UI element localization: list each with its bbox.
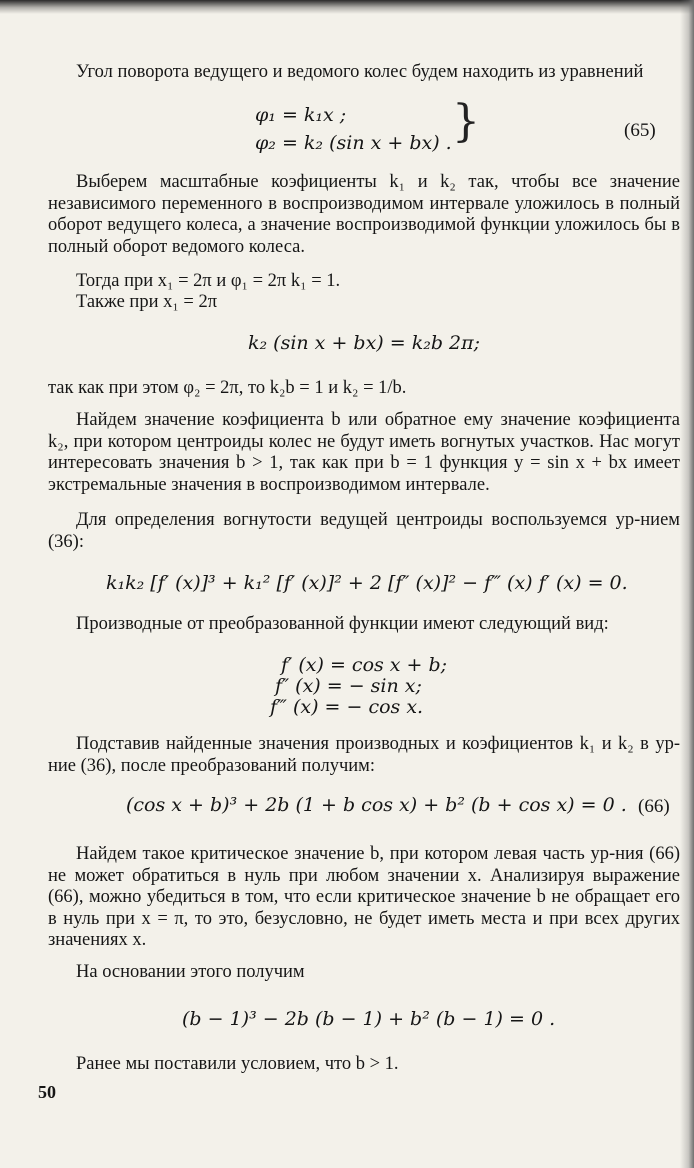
derivative-third: f‴ (x) = − cos x. bbox=[270, 696, 424, 718]
equation-final: (b − 1)³ − 2b (b − 1) + b² (b − 1) = 0 . bbox=[182, 1008, 556, 1030]
paragraph-intro: Угол поворота ведущего и ведомого колес будем находить из уравнений bbox=[76, 62, 644, 82]
paragraph-concavity: Для определения вогнутости ведущей центроиды воспользуемся ур-нием (36): bbox=[48, 510, 680, 552]
derivative-second: f″ (x) = − sin x; bbox=[275, 675, 422, 697]
scan-shadow-top bbox=[0, 0, 694, 14]
paragraph-derivatives: Производные от преобразованной функции имеют следующий вид: bbox=[76, 614, 609, 634]
equation-65-line-1: φ₁ = k₁x ; bbox=[255, 104, 347, 126]
equation-brace: } bbox=[452, 96, 480, 147]
paragraph-scale-coefficients: Выберем масштабные коэфициенты k₁ и k₂ так, чтобы все значение независимого переменного в воспроизводимом интервале уложилось в полный оборот ведущего колеса, а значение воспроизводимой функции уложилось бы в полный оборот ведомого колеса. bbox=[48, 172, 680, 257]
equation-k2: k₂ (sin x + bx) = k₂b 2π; bbox=[248, 332, 480, 354]
line-ranee: Ранее мы поставили условием, что b > 1. bbox=[76, 1054, 399, 1074]
paragraph-substitution: Подставив найденные значения производных и коэфициентов k₁ и k₂ в ур-ние (36), после преобразований получим: bbox=[48, 734, 680, 776]
line-togda: Тогда при x₁ = 2π и φ₁ = 2π k₁ = 1. bbox=[76, 271, 341, 291]
line-tak-kak: так как при этом φ₂ = 2π, то k₂b = 1 и k₂ = 1/b. bbox=[48, 378, 407, 398]
equation-number-65: (65) bbox=[624, 120, 656, 141]
line-na-osnovanii: На основании этого получим bbox=[76, 962, 305, 982]
equation-number-66: (66) bbox=[638, 796, 670, 817]
scan-shadow-right bbox=[680, 0, 694, 1168]
derivative-first: f′ (x) = cos x + b; bbox=[281, 654, 448, 676]
equation-65-line-2: φ₂ = k₂ (sin x + bx) . bbox=[255, 132, 452, 154]
equation-36: k₁k₂ [f′ (x)]³ + k₁² [f′ (x)]² + 2 [f″ (x)]² − f‴ (x) f′ (x) = 0. bbox=[106, 572, 628, 594]
page-number: 50 bbox=[38, 1082, 56, 1102]
equation-66: (cos x + b)³ + 2b (1 + b cos x) + b² (b + cos x) = 0 . bbox=[126, 794, 627, 816]
line-takzhe: Также при x₁ = 2π bbox=[76, 292, 218, 312]
paragraph-coefficient-b: Найдем значение коэфициента b или обратное ему значение коэфициента k₂, при котором центроиды колес не будут иметь вогнутых участков. Нас могут интересовать значения b > 1, так как при b = 1 функция y = sin x + bx имеет экстремальные значения в воспроизводимом интервале. bbox=[48, 410, 680, 495]
paragraph-critical-value: Найдем такое критическое значение b, при котором левая часть ур-ния (66) не может обратиться в нуль при любом значении x. Анализируя выражение (66), можно убедиться в том, что если критическое значение b не обращает его в нуль при x = π, то это, безусловно, не будет иметь места и при всех других значениях x. bbox=[48, 844, 680, 950]
